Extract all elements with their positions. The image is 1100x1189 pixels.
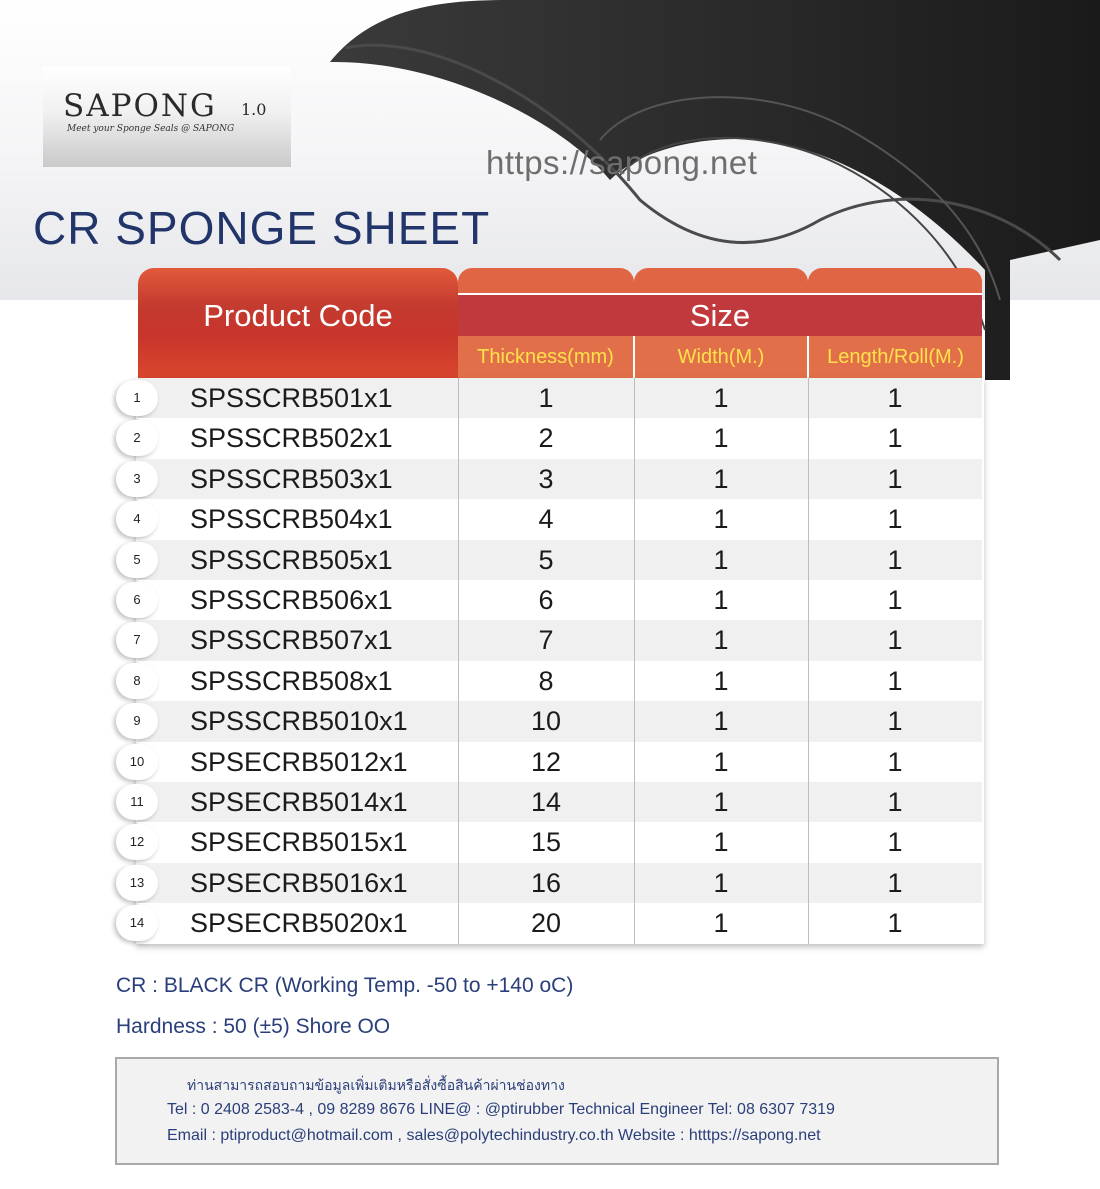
product-code-cell: SPSECRB5012x1: [190, 746, 408, 777]
contact-intro: ท่านสามารถสอบถามข้อมูลเพิ่มเติมหรือสั่งซื้อสินค้าผ่านช่องทาง: [187, 1077, 565, 1093]
product-code-cell: SPSSCRB502x1: [190, 423, 393, 454]
thickness-cell: 7: [538, 625, 554, 656]
row-number-badge: 4: [116, 501, 158, 537]
width-cell: 1: [713, 504, 729, 535]
length-cell: 1: [887, 423, 903, 454]
thickness-cell: 6: [538, 585, 554, 615]
header-tab-width: [634, 268, 808, 296]
length-cell: 1: [887, 544, 903, 575]
product-code-cell: SPSECRB5016x1: [190, 867, 408, 898]
row-number-badge: 3: [116, 461, 158, 497]
width-cell: 1: [713, 787, 729, 817]
row-number-badge: 12: [116, 824, 158, 860]
length-cell: 1: [887, 504, 903, 535]
table-row: [138, 540, 982, 580]
brand-logo: [43, 66, 291, 167]
hardness-note: Hardness : 50 (±5) Shore OO: [116, 1015, 391, 1038]
product-code-cell: SPSECRB5015x1: [190, 827, 408, 858]
thickness-cell: 10: [530, 706, 562, 737]
row-number-badge: 9: [116, 703, 158, 739]
row-number-badge: 2: [116, 420, 158, 456]
thickness-cell: 1: [538, 383, 554, 413]
header-product-code: [138, 268, 458, 378]
width-cell: 1: [713, 423, 729, 454]
page-title: CR SPONGE SHEET: [33, 202, 491, 254]
thickness-cell: 14: [530, 787, 562, 817]
row-number-badge: 5: [116, 542, 158, 578]
column-header-width: Width(M.): [635, 336, 807, 378]
table-row: [138, 822, 982, 862]
table-row: [138, 580, 982, 620]
width-cell: 1: [713, 746, 729, 777]
row-number-badge: 6: [116, 582, 158, 618]
product-code-cell: SPSSCRB5010x1: [190, 706, 408, 737]
header-tab-length: [808, 268, 982, 296]
length-cell: 1: [887, 787, 903, 817]
table-row: [138, 620, 982, 660]
width-cell: 1: [713, 625, 729, 656]
column-header-thickness: Thickness(mm): [458, 336, 633, 378]
length-cell: 1: [887, 463, 903, 494]
length-cell: 1: [887, 585, 903, 615]
table-row: [138, 661, 982, 701]
row-number-badge: 7: [116, 622, 158, 658]
table-row: [138, 782, 982, 822]
length-cell: 1: [887, 867, 903, 898]
material-note: CR : BLACK CR (Working Temp. -50 to +140 oC): [116, 974, 574, 997]
length-cell: 1: [887, 827, 903, 858]
width-cell: 1: [713, 908, 729, 939]
length-cell: 1: [887, 665, 903, 696]
header-size: [458, 293, 982, 336]
thickness-cell: 20: [530, 908, 562, 939]
row-number-badge: 8: [116, 663, 158, 699]
column-divider: [634, 378, 635, 944]
width-cell: 1: [713, 383, 729, 413]
length-cell: 1: [887, 625, 903, 656]
table-row: [138, 863, 982, 903]
contact-phone: Tel : 0 2408 2583-4 , 09 8289 8676 LINE@ : @ptirubber Technical Engineer Tel: 08 6307 7319: [167, 1101, 835, 1118]
product-code-cell: SPSSCRB508x1: [190, 665, 393, 696]
row-number-badge: 1: [116, 380, 158, 416]
product-code-cell: SPSECRB5014x1: [190, 787, 408, 817]
contact-box: [115, 1057, 999, 1165]
table-row: [138, 903, 982, 943]
length-cell: 1: [887, 908, 903, 939]
header-size-label: Size: [689, 298, 751, 333]
product-code-cell: SPSSCRB506x1: [190, 585, 393, 615]
table-row: [138, 742, 982, 782]
table-row: [138, 418, 982, 458]
table-row: [138, 701, 982, 741]
logo-version: 1.0: [241, 100, 267, 119]
row-number-badge: 10: [116, 744, 158, 780]
column-divider: [458, 378, 459, 944]
thickness-cell: 5: [538, 544, 554, 575]
contact-email: Email : ptiproduct@hotmail.com , sales@polytechindustry.co.th Website : htttps://sapong.net: [167, 1127, 821, 1144]
column-divider: [808, 378, 809, 944]
product-code-cell: SPSSCRB503x1: [190, 463, 393, 494]
row-number-badge: 11: [116, 784, 158, 820]
thickness-cell: 15: [530, 827, 562, 858]
thickness-cell: 4: [538, 504, 554, 535]
table-row: [138, 459, 982, 499]
column-header-length: Length/Roll(M.): [809, 336, 982, 378]
row-number-badge: 14: [116, 905, 158, 941]
table-row: [138, 378, 982, 418]
length-cell: 1: [887, 383, 903, 413]
logo-tagline: Meet your Sponge Seals @ SAPONG: [67, 124, 235, 134]
length-cell: 1: [887, 746, 903, 777]
product-code-cell: SPSSCRB504x1: [190, 504, 393, 535]
product-code-cell: SPSSCRB505x1: [190, 544, 393, 575]
thickness-cell: 12: [530, 746, 562, 777]
width-cell: 1: [713, 585, 729, 615]
width-cell: 1: [713, 827, 729, 858]
product-code-cell: SPSSCRB507x1: [190, 625, 393, 656]
product-code-cell: SPSECRB5020x1: [190, 908, 408, 939]
website-url[interactable]: https://sapong.net: [486, 144, 758, 181]
table-row: [138, 499, 982, 539]
header-tab-thickness: [458, 268, 634, 296]
width-cell: 1: [713, 706, 729, 737]
thickness-cell: 8: [538, 665, 554, 696]
thickness-cell: 16: [530, 867, 562, 898]
width-cell: 1: [713, 544, 729, 575]
header-product-code-label: Product Code: [203, 298, 393, 333]
width-cell: 1: [713, 665, 729, 696]
thickness-cell: 3: [538, 463, 554, 494]
product-code-cell: SPSSCRB501x1: [190, 383, 393, 413]
row-number-badge: 13: [116, 865, 158, 901]
logo-name: SAPONG: [63, 88, 217, 124]
width-cell: 1: [713, 867, 729, 898]
width-cell: 1: [713, 463, 729, 494]
thickness-cell: 2: [538, 423, 554, 454]
length-cell: 1: [887, 706, 903, 737]
